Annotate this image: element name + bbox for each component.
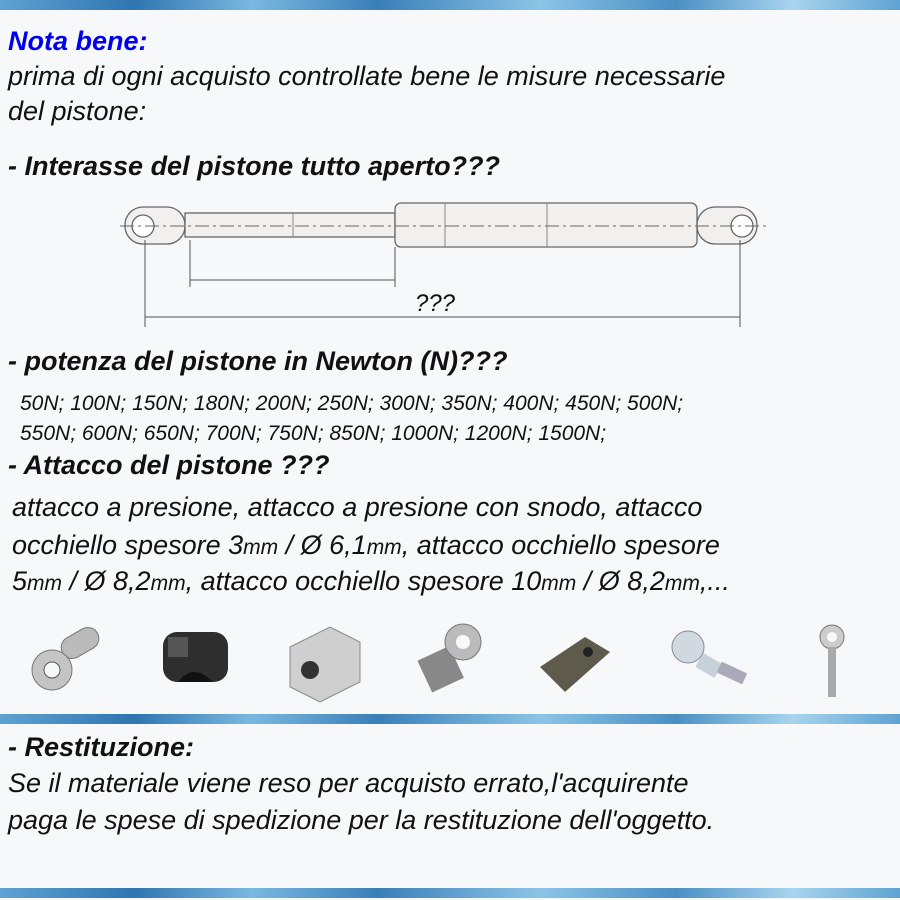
restituzione-line1: Se il materiale viene reso per acquisto errato,l'acquirente bbox=[8, 768, 689, 798]
nota-line1: prima di ogni acquisto controllate bene le misure necessarie bbox=[8, 61, 726, 91]
unit: mm bbox=[366, 536, 402, 559]
potenza-heading: - potenza del pistone in Newton (N)??? bbox=[8, 346, 508, 376]
dimension-label: ??? bbox=[414, 290, 456, 317]
nota-line2: del pistone: bbox=[8, 96, 147, 126]
text: ,... bbox=[699, 566, 730, 596]
clevis-fork-image bbox=[530, 612, 625, 707]
text: , attacco occhiello spesore bbox=[401, 530, 720, 560]
eye-end-image bbox=[20, 612, 115, 707]
snap-socket-image bbox=[148, 612, 243, 707]
text: / Ø 8,2 bbox=[576, 566, 665, 596]
text: / Ø 8,2 bbox=[62, 566, 151, 596]
potenza-values-1: 50N; 100N; 150N; 180N; 200N; 250N; 300N; 350N; 400N; 450N; 500N; bbox=[20, 392, 684, 415]
text: , attacco occhiello spesore 10 bbox=[185, 566, 542, 596]
ball-joint-image bbox=[658, 612, 753, 707]
attacco-line3 bbox=[12, 566, 730, 597]
text: occhiello spesore 3 bbox=[12, 530, 244, 560]
piston-diagram bbox=[115, 195, 775, 330]
unit: mm bbox=[541, 572, 577, 595]
restituzione-line2: paga le spese di spedizione per la restituzione dell'oggetto. bbox=[8, 805, 715, 835]
restituzione-heading: - Restituzione: bbox=[8, 732, 194, 762]
unit: mm bbox=[243, 536, 279, 559]
attacco-line1: attacco a presione, attacco a presione con snodo, attacco bbox=[12, 492, 703, 522]
bottom-band bbox=[0, 888, 900, 898]
attachment-images bbox=[20, 612, 880, 707]
eye-tab-image bbox=[403, 612, 498, 707]
nota-title: Nota bene: bbox=[8, 26, 148, 56]
potenza-values-2: 550N; 600N; 650N; 700N; 750N; 850N; 1000N; 1200N; 1500N; bbox=[20, 422, 607, 445]
attacco-line2 bbox=[12, 530, 720, 561]
clevis-block-image bbox=[275, 612, 370, 707]
text: / Ø 6,1 bbox=[278, 530, 367, 560]
unit: mm bbox=[27, 572, 63, 595]
text: 5 bbox=[12, 566, 28, 596]
attacco-heading: - Attacco del pistone ??? bbox=[8, 450, 330, 480]
eye-rod-image bbox=[785, 612, 880, 707]
unit: mm bbox=[150, 572, 186, 595]
divider-band bbox=[0, 714, 900, 724]
unit: mm bbox=[664, 572, 700, 595]
top-band bbox=[0, 0, 900, 10]
interasse-heading: - Interasse del pistone tutto aperto??? bbox=[8, 151, 501, 181]
